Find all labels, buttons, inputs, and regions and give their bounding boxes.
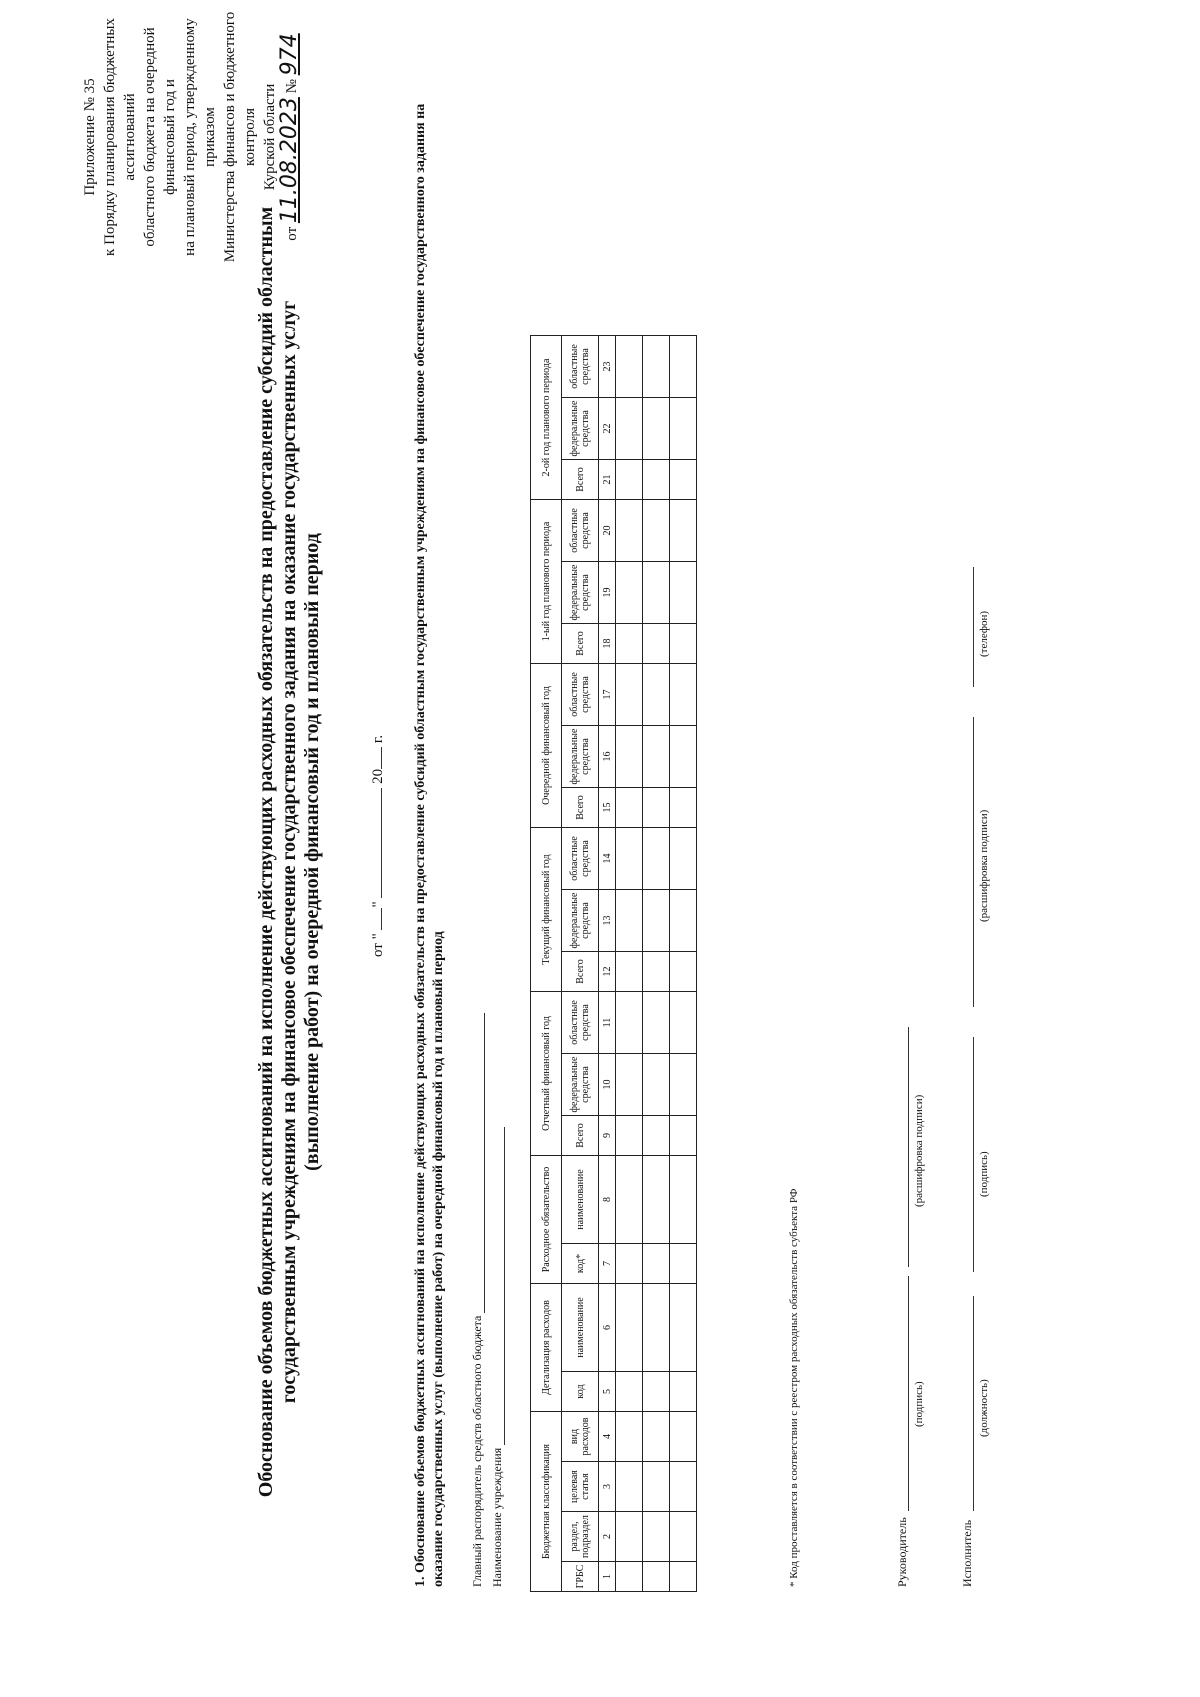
table-cell[interactable] [616, 788, 643, 828]
col-number: 4 [599, 1412, 616, 1462]
sign-line[interactable] [972, 1037, 974, 1272]
col-number: 2 [599, 1512, 616, 1562]
table-column-numbers [599, 336, 616, 1592]
col-number: 14 [599, 828, 616, 890]
col-number: 16 [599, 726, 616, 788]
table-cell[interactable] [616, 398, 643, 460]
table-cell[interactable] [616, 1412, 643, 1462]
col-federal: федеральные средства [562, 726, 599, 788]
col-federal: федеральные средства [562, 1054, 599, 1116]
document-title [255, 127, 324, 1577]
decode-line[interactable] [972, 717, 974, 1007]
table-cell[interactable] [670, 398, 697, 460]
col-total: Всего [562, 624, 599, 664]
table-cell[interactable] [643, 460, 670, 500]
col-number: 20 [599, 500, 616, 562]
table-cell[interactable] [616, 460, 643, 500]
col-number: 13 [599, 890, 616, 952]
col-total: Всего [562, 788, 599, 828]
col-obligation-name: наименование [562, 1156, 599, 1244]
decode-caption: (расшифровка подписи) [978, 809, 990, 922]
col-number: 23 [599, 336, 616, 398]
col-number: 3 [599, 1462, 616, 1512]
table-cell[interactable] [643, 890, 670, 952]
col-number: 15 [599, 788, 616, 828]
col-number: 18 [599, 624, 616, 664]
table-cell[interactable] [670, 500, 697, 562]
col-total: Всего [562, 1116, 599, 1156]
group-budget-classification: Бюджетная классификация [531, 1412, 562, 1592]
main-manager-label: Главный распорядитель средств областного бюджета [470, 1315, 484, 1587]
main-manager-line[interactable] [472, 1013, 485, 1313]
table-cell[interactable] [670, 1412, 697, 1462]
table-cell[interactable] [670, 890, 697, 952]
col-number: 21 [599, 460, 616, 500]
phone-caption: (телефон) [978, 610, 990, 657]
col-total: Всего [562, 952, 599, 992]
group-plan-year-2: 2-ой год планового периода [531, 336, 562, 500]
table-cell[interactable] [616, 624, 643, 664]
table-cell[interactable] [643, 1412, 670, 1462]
col-detail-name: наименование [562, 1284, 599, 1372]
group-expense-obligation: Расходное обязательство [531, 1156, 562, 1284]
col-total: Всего [562, 460, 599, 500]
head-sign-caption: (подпись) [913, 1381, 925, 1427]
col-number: 7 [599, 1244, 616, 1284]
handwritten-number: 974 [277, 33, 302, 76]
table-cell[interactable] [643, 1372, 670, 1412]
table-cell[interactable] [670, 1244, 697, 1284]
section-1-heading: 1. Обоснование объемов бюджетных ассигнований на исполнение действующих расходных обязательств на предоставление субсидий областным государственным учреждениям на финансовое обеспечение государственного задания на оказание государственных услуг (выполнение работ) на очередной финансовый год и плановый период [413, 103, 446, 1587]
number-label: № [284, 79, 300, 94]
title-line-2: государственным учреждениям на финансовое обеспечение государственного задания на оказание государственных услуг [278, 300, 300, 1404]
col-number: 1 [599, 1562, 616, 1592]
table-cell[interactable] [643, 398, 670, 460]
table-cell[interactable] [616, 1462, 643, 1512]
table-cell[interactable] [670, 1562, 697, 1592]
table-cell[interactable] [616, 1284, 643, 1372]
table-cell[interactable] [616, 1512, 643, 1562]
table-cell[interactable] [643, 1156, 670, 1244]
table-cell[interactable] [670, 952, 697, 992]
table-cell[interactable] [670, 1462, 697, 1512]
table-cell[interactable] [643, 788, 670, 828]
table-cell[interactable] [616, 1054, 643, 1116]
phone-line[interactable] [972, 567, 974, 687]
col-number: 8 [599, 1156, 616, 1244]
col-regional: областные средства [562, 336, 599, 398]
table-row [643, 336, 670, 1592]
table-cell[interactable] [616, 1244, 643, 1284]
sign-caption: (подпись) [978, 1151, 990, 1197]
date-line [370, 735, 387, 957]
group-next-year: Очередной финансовый год [531, 664, 562, 828]
col-regional: областные средства [562, 500, 599, 562]
col-number: 12 [599, 952, 616, 992]
table-cell[interactable] [670, 562, 697, 624]
table-cell[interactable] [670, 664, 697, 726]
col-section: раздел, подраздел [562, 1512, 599, 1562]
col-number: 11 [599, 992, 616, 1054]
table-cell[interactable] [616, 992, 643, 1054]
appendix-line-6: Курской области [262, 83, 278, 191]
main-manager-field [470, 1013, 485, 1587]
table-cell[interactable] [643, 1512, 670, 1562]
table-cell[interactable] [643, 952, 670, 992]
col-number: 10 [599, 1054, 616, 1116]
head-decode-caption: (расшифровка подписи) [913, 1094, 925, 1207]
budget-table [530, 335, 697, 1592]
executor-label: Исполнитель [960, 1519, 974, 1587]
table-cell[interactable] [616, 828, 643, 890]
col-federal: федеральные средства [562, 398, 599, 460]
table-cell[interactable] [616, 952, 643, 992]
table-cell[interactable] [643, 500, 670, 562]
table-cell[interactable] [643, 664, 670, 726]
position-line[interactable] [972, 1296, 974, 1511]
col-number: 6 [599, 1284, 616, 1372]
col-federal: федеральные средства [562, 562, 599, 624]
institution-line[interactable] [492, 1127, 505, 1445]
title-line-1: Обоснование объемов бюджетных ассигнований на исполнение действующих расходных обязательств на предоставление субсидий областным [255, 206, 277, 1498]
from-label: от [284, 226, 300, 241]
date-year-prefix: 20 [370, 768, 386, 784]
handwritten-date: 11.08.2023 [277, 97, 302, 224]
table-cell[interactable] [670, 1116, 697, 1156]
position-caption: (должность) [978, 1379, 990, 1437]
table-cell[interactable] [616, 664, 643, 726]
col-federal: федеральные средства [562, 890, 599, 952]
col-number: 9 [599, 1116, 616, 1156]
col-regional: областные средства [562, 828, 599, 890]
group-expense-detail: Детализация расходов [531, 1284, 562, 1412]
table-cell[interactable] [616, 1116, 643, 1156]
group-plan-year-1: 1-ый год планового периода [531, 500, 562, 664]
table-cell[interactable] [643, 1462, 670, 1512]
table-cell[interactable] [643, 1116, 670, 1156]
table-cell[interactable] [670, 828, 697, 890]
date-quote: " [370, 901, 386, 908]
appendix-line-2: к Порядку планирования бюджетных ассигнований [102, 18, 138, 256]
table-row [616, 336, 643, 1592]
col-number: 5 [599, 1372, 616, 1412]
table-cell[interactable] [670, 1054, 697, 1116]
table-cell[interactable] [643, 624, 670, 664]
table-cell[interactable] [643, 1284, 670, 1372]
table-cell[interactable] [670, 1156, 697, 1244]
table-cell[interactable] [616, 726, 643, 788]
col-obligation-code: код* [562, 1244, 599, 1284]
date-year-suffix: г. [370, 734, 386, 744]
table-cell[interactable] [643, 828, 670, 890]
col-detail-code: код [562, 1372, 599, 1412]
table-cell[interactable] [670, 1284, 697, 1372]
institution-label: Наименование учреждения [490, 1447, 504, 1587]
table-cell[interactable] [643, 726, 670, 788]
appendix-line-5: Министерства финансов и бюджетного контроля [222, 11, 258, 263]
table-cell[interactable] [670, 726, 697, 788]
table-cell[interactable] [643, 336, 670, 398]
table-cell[interactable] [643, 1244, 670, 1284]
col-type: вид расходов [562, 1412, 599, 1462]
col-target: целевая статья [562, 1462, 599, 1512]
table-cell[interactable] [616, 1372, 643, 1412]
table-cell[interactable] [616, 562, 643, 624]
head-label: Руководитель [895, 1517, 909, 1587]
appendix-line-3: областного бюджета на очередной финансовый год и [142, 27, 178, 247]
col-number: 22 [599, 398, 616, 460]
table-cell[interactable] [643, 562, 670, 624]
col-grbs: ГРБС [562, 1562, 599, 1592]
appendix-line-4: на плановый период, утвержденному приказом [182, 18, 218, 256]
table-cell[interactable] [643, 992, 670, 1054]
col-regional: областные средства [562, 664, 599, 726]
table-cell[interactable] [670, 788, 697, 828]
table-header-groups [531, 336, 562, 1592]
table-cell[interactable] [616, 336, 643, 398]
head-sign-line[interactable] [907, 1276, 909, 1511]
table-body [616, 336, 697, 1592]
col-number: 17 [599, 664, 616, 726]
table-cell[interactable] [670, 1372, 697, 1412]
table-header-subcolumns [562, 336, 599, 1592]
col-regional: областные средства [562, 992, 599, 1054]
col-number: 19 [599, 562, 616, 624]
table-row [670, 336, 697, 1592]
table-cell[interactable] [643, 1562, 670, 1592]
institution-field [490, 1127, 505, 1587]
table-cell[interactable] [670, 624, 697, 664]
table-cell[interactable] [670, 336, 697, 398]
table-cell[interactable] [670, 460, 697, 500]
title-line-3: (выполнение работ) на очередной финансовый год и плановый период [301, 533, 323, 1171]
date-from: от " [370, 933, 386, 957]
table-cell[interactable] [616, 1562, 643, 1592]
group-current-year: Текущий финансовый год [531, 828, 562, 992]
head-decode-line[interactable] [907, 1027, 909, 1267]
table-cell[interactable] [643, 1054, 670, 1116]
table-cell[interactable] [670, 1512, 697, 1562]
table-cell[interactable] [616, 500, 643, 562]
table-cell[interactable] [616, 890, 643, 952]
appendix-line-1: Приложение № 35 [82, 78, 98, 196]
table-cell[interactable] [670, 992, 697, 1054]
group-reporting-year: Отчетный финансовый год [531, 992, 562, 1156]
table-cell[interactable] [616, 1156, 643, 1244]
footnote: * Код проставляется в соответствии с реестром расходных обязательств субъекта РФ [788, 1188, 800, 1587]
